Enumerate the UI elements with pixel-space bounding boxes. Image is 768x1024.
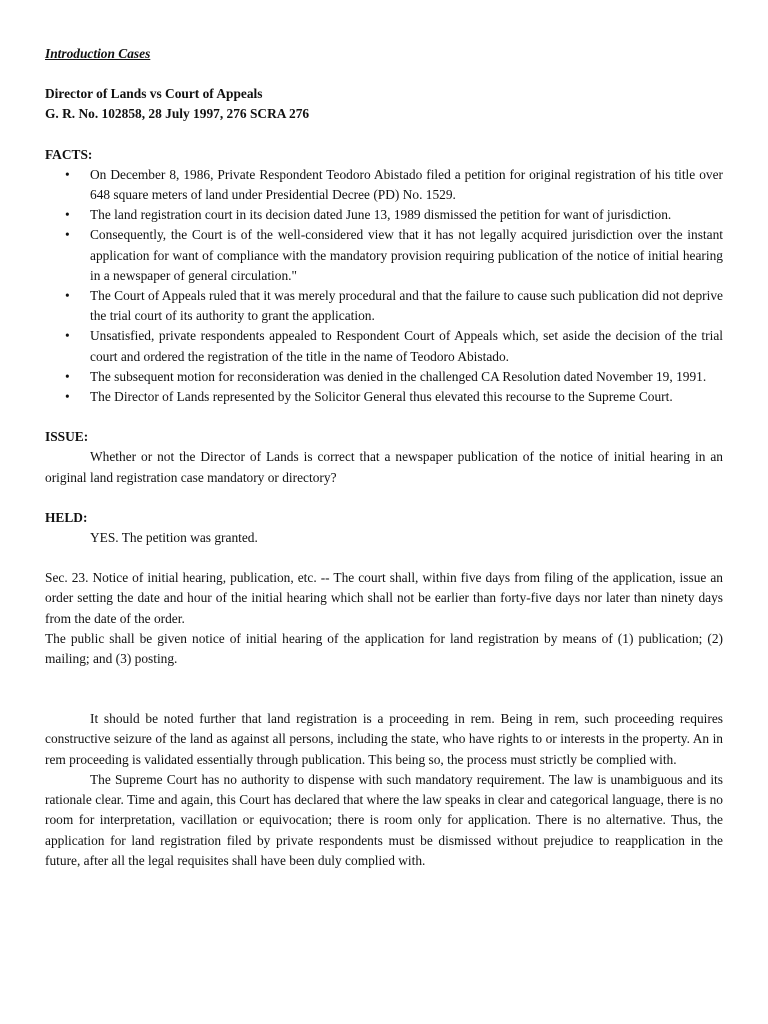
discussion-paragraph-1: It should be noted further that land registration is a proceeding in rem. Being in rem, such proceeding requires constructive seizure of the land as against all persons, including the state, who have rights to or interests in the property. An in rem proceeding is validated essentially through publication. This being so, the process must strictly be complied with. bbox=[45, 711, 723, 767]
list-item: • Unsatisfied, private respondents appealed to Respondent Court of Appeals which, set aside the decision of the trial court and ordered the registration of the title in the name of Teodoro Abistado. bbox=[65, 328, 723, 364]
case-citation: G. R. No. 102858, 28 July 1997, 276 SCRA 276 bbox=[45, 106, 310, 122]
bullet-icon: • bbox=[65, 368, 70, 384]
list-item: • On December 8, 1986, Private Respondent Teodoro Abistado filed a petition for original registration of his title over 648 square meters of land under Presidential Decree (PD) No. 1529. bbox=[65, 166, 723, 203]
section-heading: Introduction Cases bbox=[45, 46, 151, 61]
issue-label: ISSUE: bbox=[45, 429, 89, 445]
case-title: Director of Lands vs Court of Appeals bbox=[45, 86, 263, 102]
issue-text: Whether or not the Director of Lands is correct that a newspaper publication of the notice of initial hearing in an original land registration case mandatory or directory? bbox=[45, 449, 723, 485]
bullet-icon: • bbox=[65, 207, 70, 223]
list-item: • The Director of Lands represented by the Solicitor General thus elevated this recourse to the Supreme Court. bbox=[45, 387, 723, 407]
bullet-icon: • bbox=[65, 166, 70, 182]
facts-label: FACTS: bbox=[45, 146, 93, 162]
bullet-icon: • bbox=[65, 328, 70, 344]
list-item: • The land registration court in its decision dated June 13, 1989 dismissed the petition for want of jurisdiction. bbox=[45, 205, 723, 225]
bullet-icon: • bbox=[65, 227, 70, 243]
bullet-icon: • bbox=[65, 389, 70, 405]
discussion-paragraph-2: The Supreme Court has no authority to dispense with such mandatory requirement. The law is unambiguous and its rationale clear. Time and again, this Court has declared that where the law speaks in clear and categorical language, there is no room for interpretation, vacillation or equivocation; there is room only for application. There is no alternative. Thus, the application for land registration filed by private respondents must be dismissed without prejudice to reapplication in the future, after all the legal requisites shall have been duly complied with. bbox=[45, 771, 723, 868]
list-item: • The Court of Appeals ruled that it was merely procedural and that the failure to cause such publication did not deprive the trial court of its authority to grant the application. bbox=[65, 288, 723, 324]
facts-list bbox=[45, 165, 723, 407]
held-label: HELD: bbox=[45, 509, 88, 525]
section-23-paragraph: Sec. 23. Notice of initial hearing, publication, etc. -- The court shall, within five days from filing of the application, issue an order setting the date and hour of the initial hearing which shall not be earlier than forty-five days nor later than ninety days from the date of the order. bbox=[45, 570, 723, 626]
list-item: • The subsequent motion for reconsideration was denied in the challenged CA Resolution dated November 19, 1991. bbox=[45, 367, 723, 387]
notice-paragraph: The public shall be given notice of initial hearing of the application for land registration by means of (1) publication; (2) mailing; and (3) posting. bbox=[45, 630, 723, 667]
bullet-icon: • bbox=[65, 288, 70, 304]
held-text: YES. The petition was granted. bbox=[90, 530, 258, 546]
document-page bbox=[45, 44, 723, 871]
list-item: • Consequently, the Court is of the well-considered view that it has not legally acquired jurisdiction over the instant application for want of compliance with the mandatory provision requiring publication of the notice of initial hearing in a newspaper of general circulation." bbox=[65, 227, 723, 283]
